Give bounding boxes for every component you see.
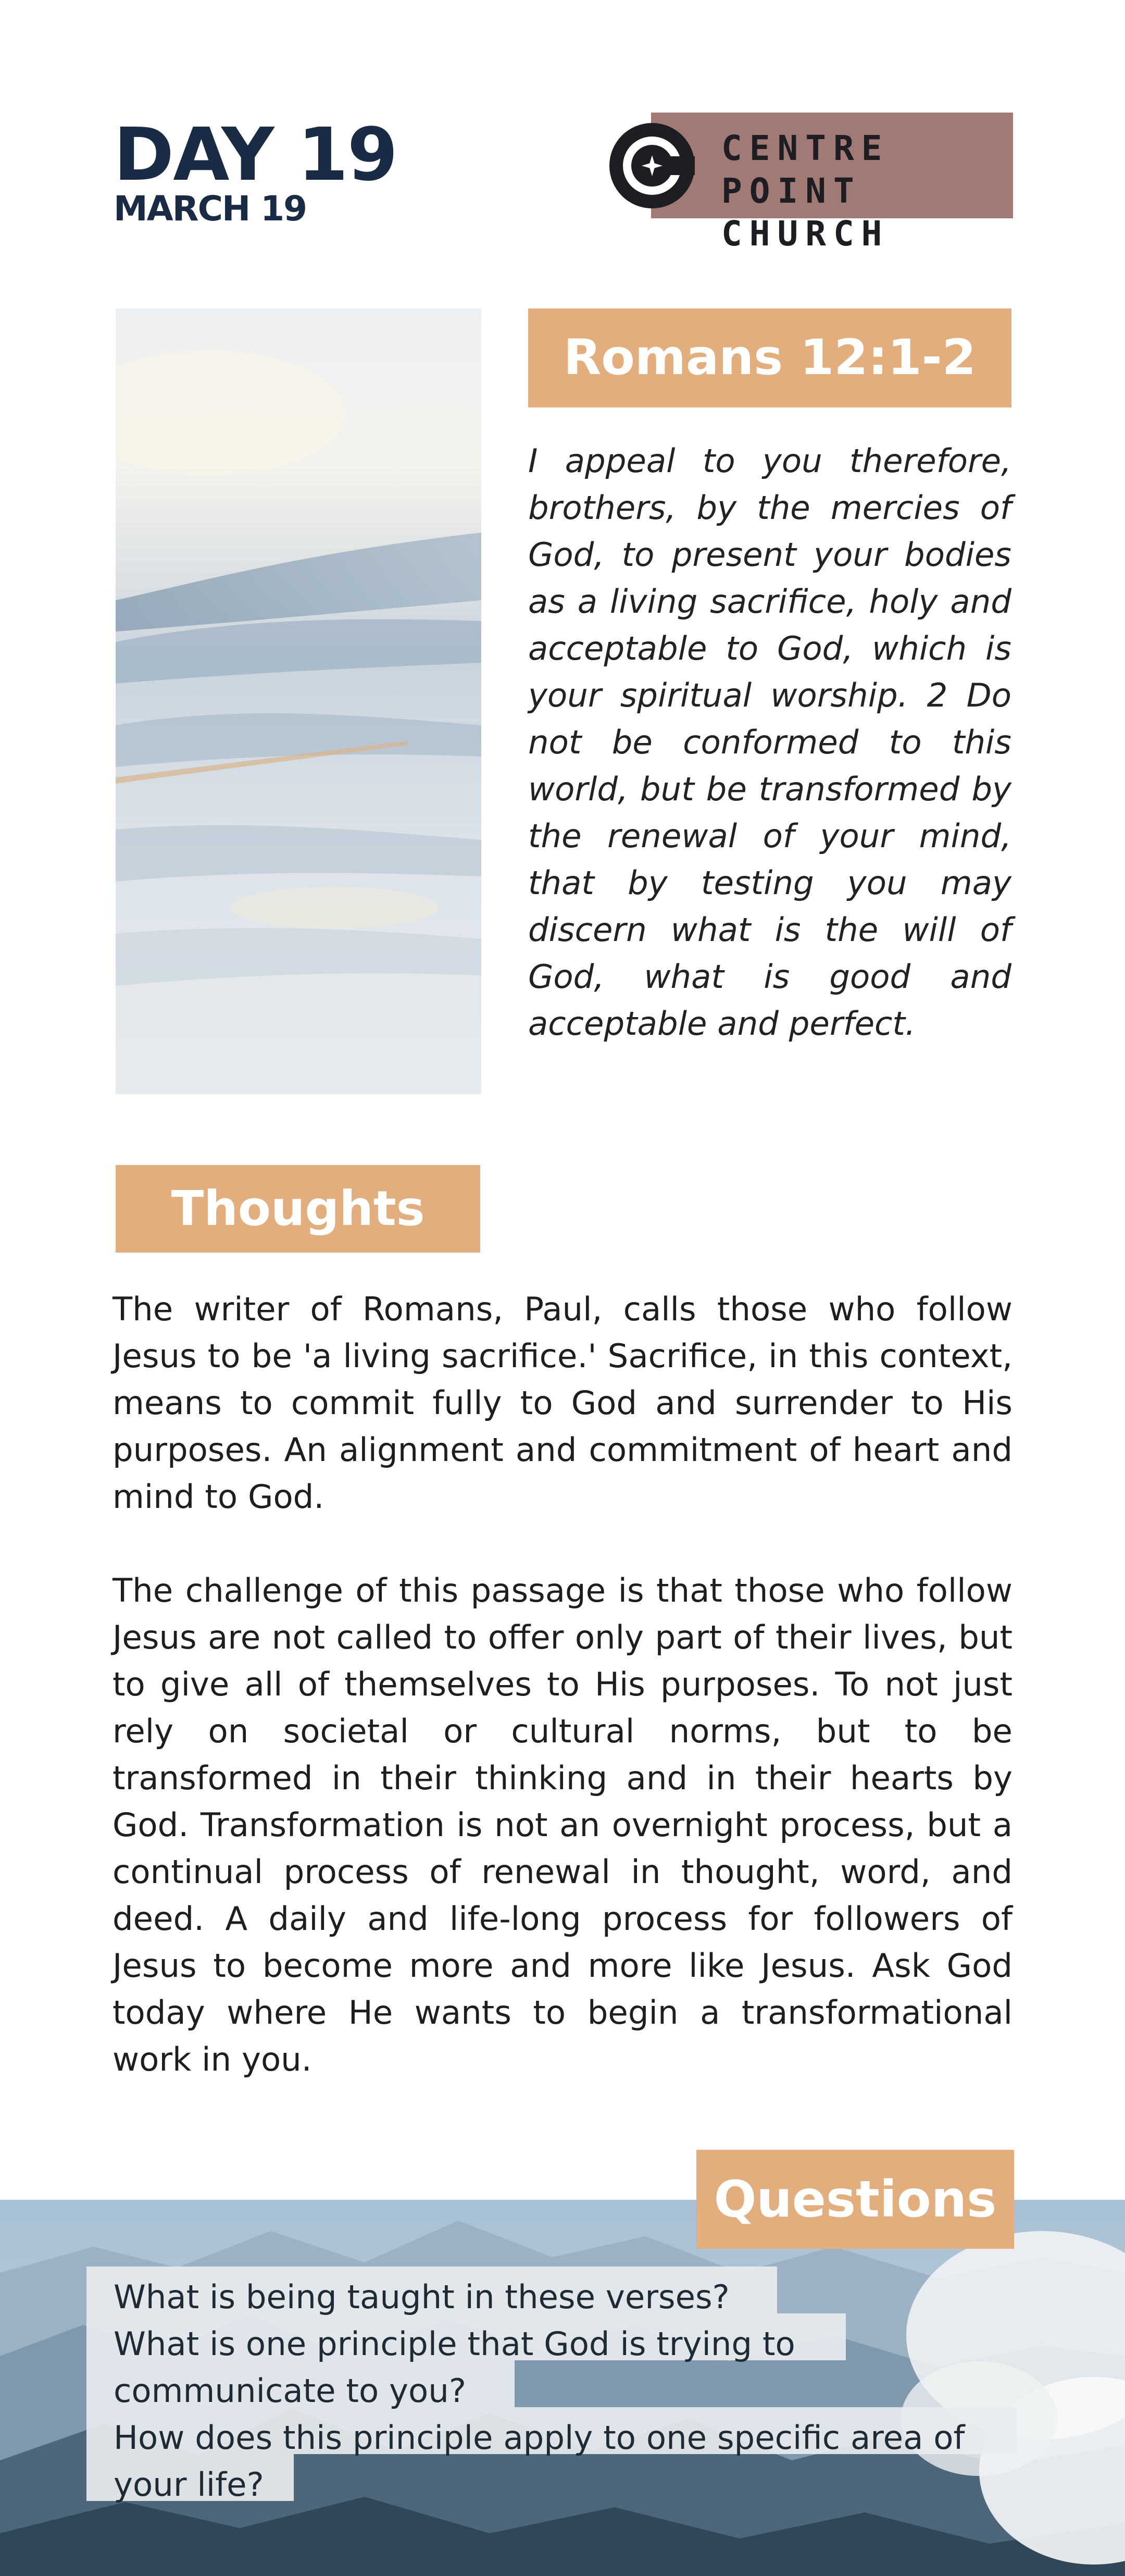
scripture-reference: Romans 12:1-2 [528,308,1011,407]
question-line: How does this principle apply to one specific area of [114,2419,965,2457]
church-logo-icon [609,123,695,208]
water-photo [116,308,481,1094]
scripture-text: I appeal to you therefore, brothers, by the mercies of God, to present your bodies as a living sacrifice, holy and acceptable to God, which is your spiritual worship. 2 Do not be conformed to this world, but be transformed by the renewal of your mind, that by testing you may discern what is the will of God, what is good and acceptable and perfect. [528,442,1011,1043]
question-line: your life? [114,2466,264,2504]
question-line: What is one principle that God is trying to [114,2325,795,2363]
thoughts-paragraph: The writer of Romans, Paul, calls those who follow Jesus to be 'a living sacrifice.' Sacrifice, in this context, means to commit fully to God and surrender to His purposes. An alignment and commitment of heart and mind to God. [113,1290,1013,1516]
logo-line-1: CENTRE POINT [721,128,890,211]
logo-text [721,127,1013,255]
question-line: What is being taught in these verses? [114,2278,730,2316]
question-line: communicate to you? [114,2372,467,2410]
day-title: DAY 19 [114,113,397,197]
date-label: MARCH 19 [114,189,307,229]
thoughts-heading: Thoughts [116,1165,480,1253]
thoughts-paragraph: The challenge of this passage is that those who follow Jesus are not called to offer only part of their lives, but to give all of themselves to His purposes. To not just rely on societal or cultural norms, but to be transformed in their thinking and in their hearts by God. Transformation is not an overnight process, but a continual process of renewal in thought, word, and deed. A daily and life-long process for followers of Jesus to become more and more like Jesus. Ask God today where He wants to begin a transformational work in you. [113,1571,1013,2078]
questions-heading: Questions [696,2150,1014,2249]
church-logo [609,113,1013,254]
logo-line-2: CHURCH [721,214,890,254]
questions-list [114,2274,1030,2508]
